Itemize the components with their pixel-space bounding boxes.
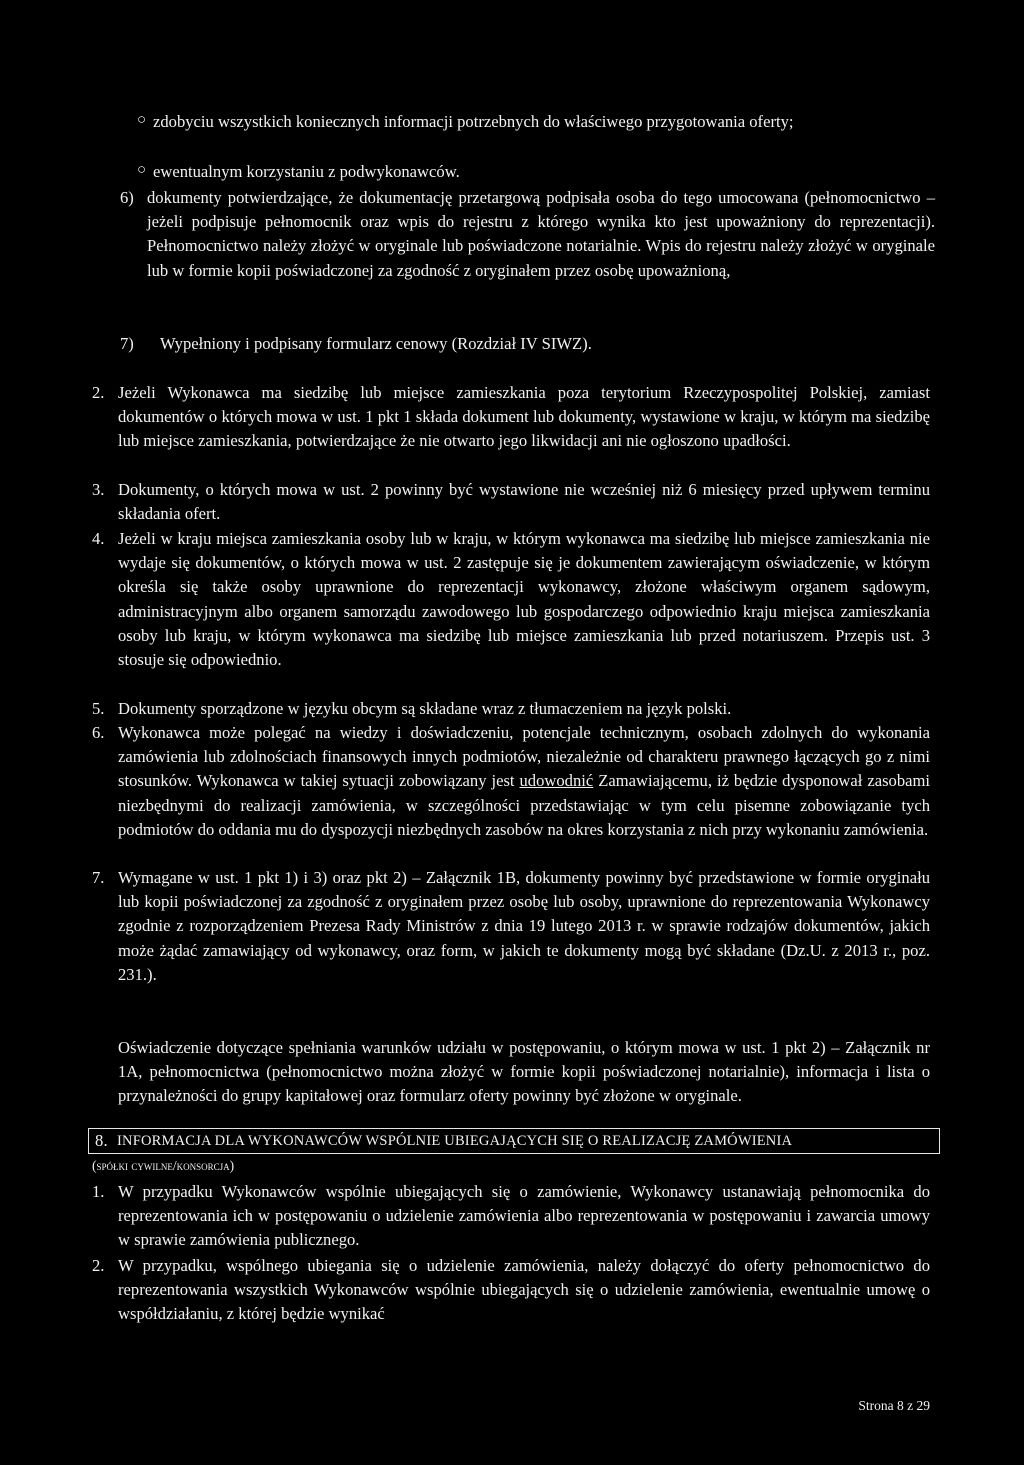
item-7-text: Wypełniony i podpisany formularz cenowy (Rozdział IV SIWZ). [160,334,592,353]
section-subtitle: (spółki cywilne/konsorcja) [92,1158,235,1173]
point-number: 6. [92,723,105,742]
point-number: 1. [92,1182,105,1201]
bullet-icon: ○ [137,162,147,178]
item-number: 6) [120,188,134,207]
point-7-text: Wymagane w ust. 1 pkt 1) i 3) oraz pkt 2) – Załącznik 1B, dokumenty powinny być przedstawione w formie oryginału lub kopii poświadczonej za zgodność z oryginałem przez osobę lub osoby, uprawnione do reprezentowania Wykonawcy zgodnie z rozporządzeniem Prezesa Rady Ministrów z dnia 19 lutego 2013 r. w sprawie rodzajów dokumentów, jakich może żądać zamawiający od wykonawcy, oraz form, w jakich te dokumenty mogą być składane (Dz.U. z 2013 r., poz. 231.). [118,868,930,984]
point-number: 5. [92,699,105,718]
point-4-text: Jeżeli w kraju miejsca zamieszkania osoby lub w kraju, w którym wykonawca ma siedzibę lub miejsce zamieszkania nie wydaje się dokumentów, o których mowa w ust. 2 zastępuje się je dokumentem zawierającym oświadczenie, w którym określa się także osoby uprawnione do reprezentacji wykonawcy, złożone właściwym organem sądowym, administracyjnym albo organem samorządu zawodowego lub gospodarczego odpowiednio kraju miejsca zamieszkania osoby lub kraju, w którym wykonawca ma siedzibę lub miejsce zamieszkania lub przed notariuszem. Przepis ust. 3 stosuje się odpowiednio. [118,529,930,670]
item-6-text: dokumenty potwierdzające, że dokumentację przetargową podpisała osoba do tego umocowana (pełnomocnictwo – jeżeli podpisuje pełnomocnik oraz wpis do rejestru z którego wynika kto jest upoważniony do reprezentacji). Pełnomocnictwo należy złożyć w oryginale lub poświadczone notarialnie. Wpis do rejestru należy złożyć w oryginale lub w formie kopii poświadczonej za zgodność z oryginałem przez osobę upoważnioną, [147,188,935,280]
point-5-text: Dokumenty sporządzone w języku obcym są składane wraz z tłumaczeniem na język polski. [118,699,732,718]
section-title: INFORMACJA DLA WYKONAWCÓW WSPÓLNIE UBIEGAJĄCYCH SIĘ O REALIZACJĘ ZAMÓWIENIA [117,1133,793,1149]
section-heading [88,1128,940,1154]
point-2-text: Jeżeli Wykonawca ma siedzibę lub miejsce zamieszkania poza terytorium Rzeczypospolitej Polskiej, zamiast dokumentów o których mowa w ust. 1 pkt 1 składa dokument lub dokumenty, wystawione w kraju, w którym ma siedzibę lub miejsce zamieszkania, potwierdzające że nie otwarto jego likwidacji ani nie ogłoszono upadłości. [118,383,930,451]
point-7-text-continued: Oświadczenie dotyczące spełniania warunków udziału w postępowaniu, o którym mowa w ust. 1 pkt 2) – Załącznik nr 1A, pełnomocnictwa (pełnomocnictwo można złożyć w formie kopii poświadczonej notarialnie), informacja i lista o przynależności do grupy kapitałowej oraz formularz oferty powinny być złożone w oryginale. [118,1038,930,1106]
underlined-word: udowodnić [519,771,594,791]
section-8-point-1-text: W przypadku Wykonawców wspólnie ubiegających się o zamówienie, Wykonawcy ustanawiają pełnomocnika do reprezentowania ich w postępowaniu o udzielenie zamówienia albo reprezentowania w postępowaniu i zawarcia umowy w sprawie zamówienia publicznego. [118,1182,930,1250]
point-number: 3. [92,480,105,499]
bullet-item-2: ewentualnym korzystaniu z podwykonawców. [153,162,460,181]
point-number: 2. [92,383,105,402]
point-number: 4. [92,529,105,548]
section-number: 8. [95,1131,108,1150]
item-number: 7) [120,334,134,353]
bullet-item-1: zdobyciu wszystkich koniecznych informacji potrzebnych do właściwego przygotowania oferty; [153,112,794,131]
point-number: 7. [92,868,105,887]
bullet-icon: ○ [137,112,147,128]
point-3-text: Dokumenty, o których mowa w ust. 2 powinny być wystawione nie wcześniej niż 6 miesięcy przed upływem terminu składania ofert. [118,480,930,524]
page-number: Strona 8 z 29 [858,1398,930,1413]
point-number: 2. [92,1256,105,1275]
point-6-text: Wykonawca może polegać na wiedzy i doświadczeniu, potencjale technicznym, osobach zdolnych do wykonania zamówienia lub zdolnościach finansowych innych podmiotów, niezależnie od charakteru prawnego łączących go z nimi stosunków. Wykonawca w takiej sytuacji zobowiązany jest udowodnić Zamawiającemu, iż będzie dysponował zasobami niezbędnymi do realizacji zamówienia, w szczególności przedstawiając w tym celu pisemne zobowiązanie tych podmiotów do oddania mu do dyspozycji niezbędnych zasobów na okres korzystania z nich przy wykonaniu zamówienia. [118,723,931,839]
section-8-point-2-text: W przypadku, wspólnego ubiegania się o udzielenie zamówienia, należy dołączyć do oferty pełnomocnictwo do reprezentowania wszystkich Wykonawców wspólnie ubiegających się o udzielenie zamówienia, ewentualnie umowę o współdziałaniu, z której będzie wynikać [118,1256,930,1324]
